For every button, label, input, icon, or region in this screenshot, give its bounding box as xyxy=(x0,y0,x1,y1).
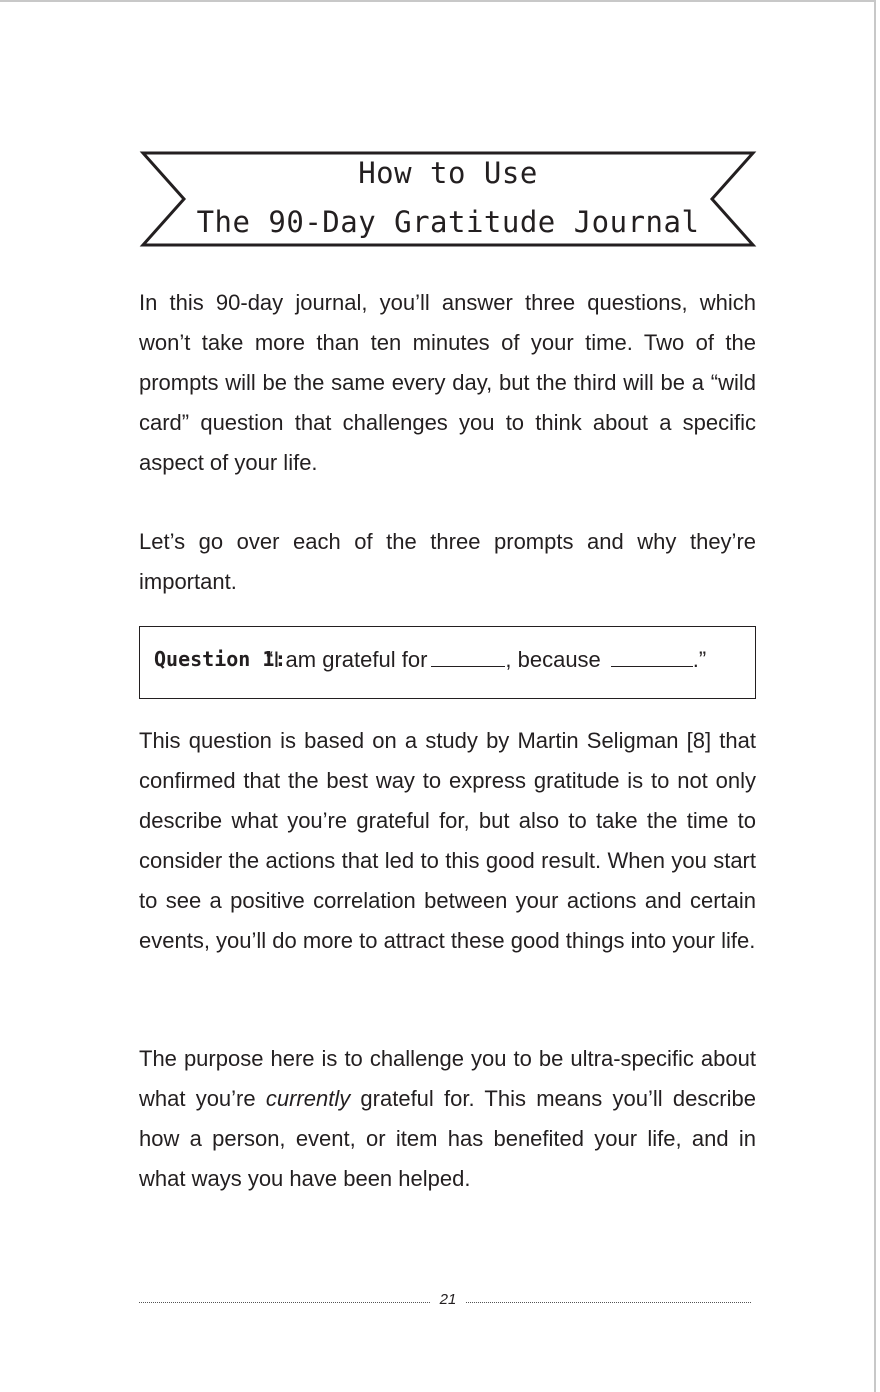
question-1-box xyxy=(139,626,756,699)
intro-paragraph: In this 90-day journal, you’ll answer three questions, which won’t take more than ten minutes of your time. Two of the prompts will be the same every day, but the third will be a “wild card” question that challenges you to think about a specific aspect of your life. xyxy=(139,290,756,475)
purpose-paragraph xyxy=(139,1039,756,1199)
question-1-prompt xyxy=(266,645,706,675)
heading-line-1: How to Use xyxy=(358,156,538,190)
title-banner xyxy=(138,150,758,248)
page-number: 21 xyxy=(439,1291,457,1308)
purpose-emphasis: currently xyxy=(265,1086,351,1111)
fill-in-blank-1 xyxy=(431,648,505,667)
purpose-text-before: The purpose here is to challenge you to be ultra-specific about what you’re xyxy=(139,1046,756,1111)
heading-line-2: The 90-Day Gratitude Journal xyxy=(196,205,700,239)
purpose-text-after: grateful for. This means you’ll describe how a person, event, or item has benefited your life, and in what ways you have been helped. xyxy=(139,1086,756,1191)
prompt-end: .” xyxy=(692,647,707,672)
fill-in-blank-2 xyxy=(611,648,693,667)
prompt-middle: , because xyxy=(505,647,601,672)
footer-dotted-rule-right xyxy=(466,1302,751,1303)
footer-dotted-rule-left xyxy=(139,1302,430,1303)
question-1-label: Question 1: xyxy=(154,647,287,671)
study-paragraph: This question is based on a study by Martin Seligman [8] that confirmed that the best way to express gratitude is to not only describe what you’re grateful for, but also to take the time to consider the actions that led to this good result. When you start to see a positive correlation between your actions and certain events, you’ll do more to attract these good things into your life. xyxy=(139,728,756,953)
overview-paragraph: Let’s go over each of the three prompts and why they’re important. xyxy=(139,529,756,594)
prompt-start: “I am grateful for xyxy=(266,647,428,672)
page-footer xyxy=(139,1288,751,1318)
